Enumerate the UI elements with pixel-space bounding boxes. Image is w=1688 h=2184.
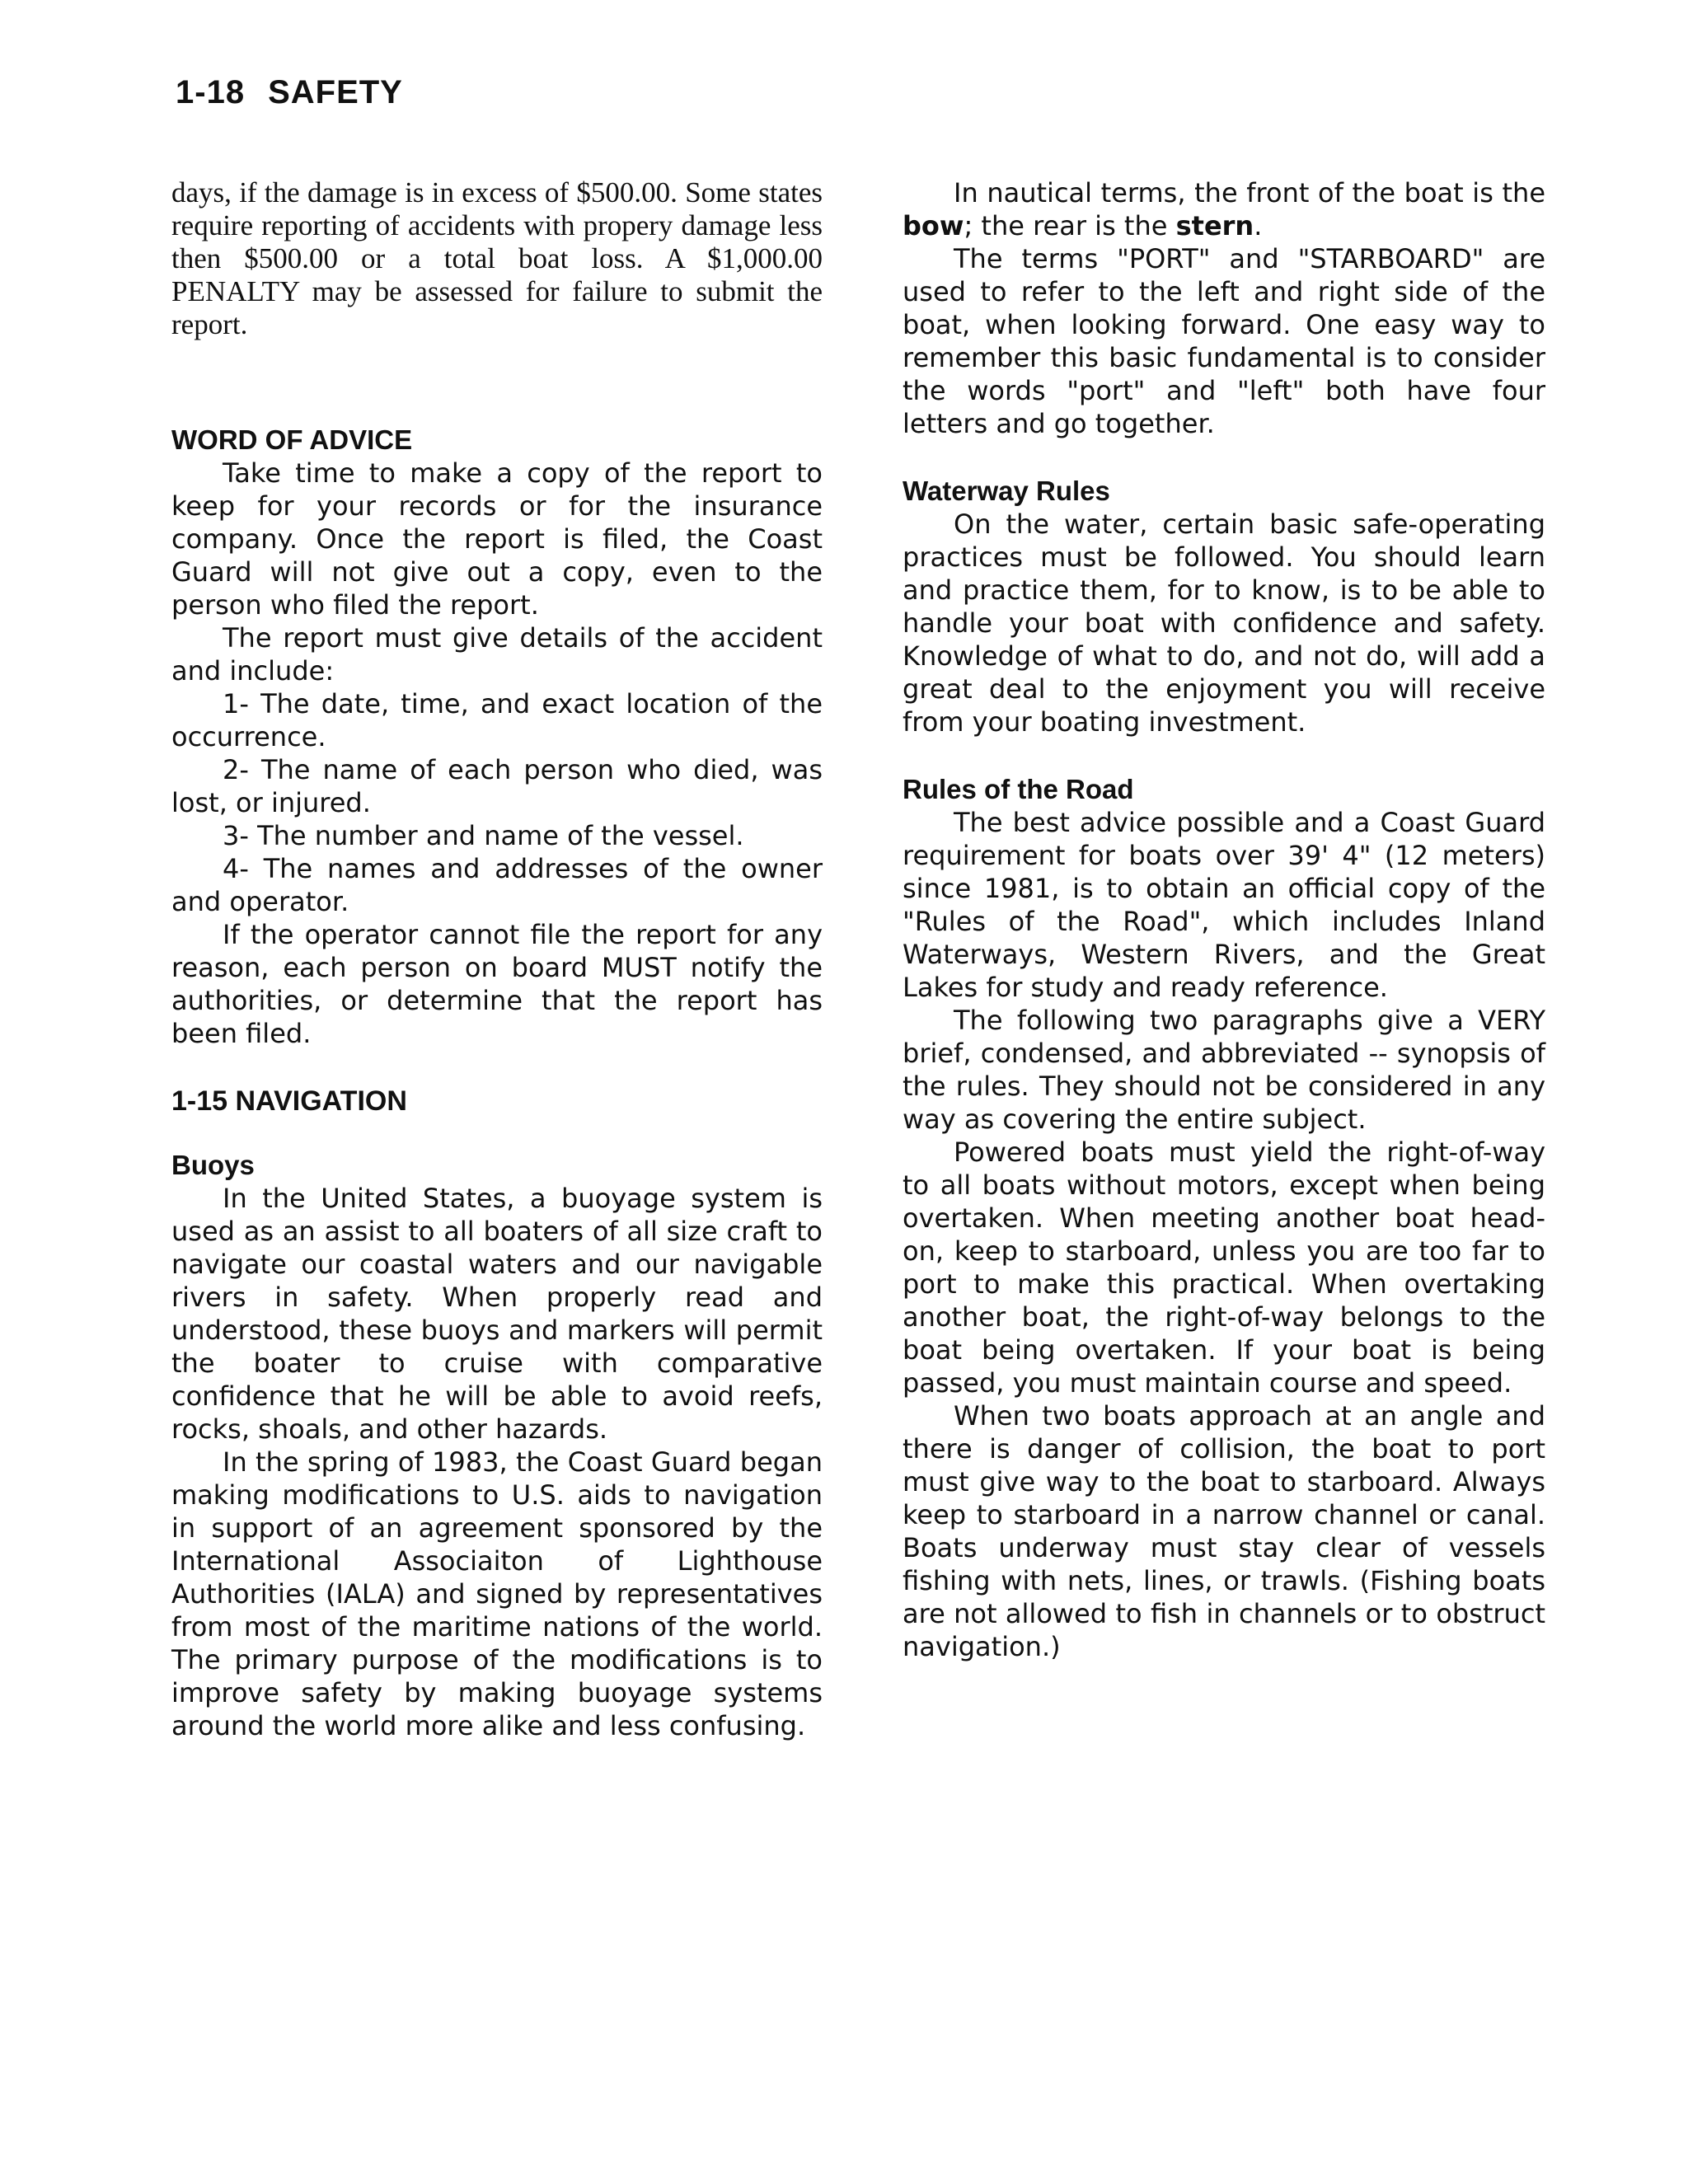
paragraph-operator: If the operator cannot file the report for any reason, each person on board MUST notify the authorities, or determine that the report has been filed. — [171, 919, 823, 1049]
paragraph-waterway: On the water, certain basic safe-operating practices must be followed. You should learn and practice them, for to know, is to be able to handle your boat with confidence and safety. Knowledge of what to do, and not do, will add a great deal to the enjoyment you will receive from your boating investment. — [903, 509, 1545, 738]
list-item: 4- The names and addresses of the owner and operator. — [171, 853, 823, 917]
paragraph-buoys: In the United States, a buoyage system is used as an assist to all boaters of all size craft to navigate our coastal waters and our navigable rivers in safety. When properly read and understood, these buoys and markers will permit the boater to cruise with comparative confidence that he will be able to avoid reefs, rocks, shoals, and other hazards. — [171, 1183, 823, 1445]
paragraph-details: The report must give details of the accident and include: — [171, 622, 823, 687]
word-of-advice-heading: WORD OF ADVICE — [171, 424, 413, 455]
list-item: 2- The name of each person who died, was lost, or injured. — [171, 754, 823, 818]
paragraph-copy: Take time to make a copy of the report to keep for your records or for the insurance company. Once the report is filed, the Coast Guard will not give out a copy, even to the person who filed the report. — [171, 457, 823, 621]
navigation-heading: 1-15 NAVIGATION — [171, 1085, 407, 1117]
section-title: SAFETY — [268, 74, 403, 110]
paragraph-bow-stern: In nautical terms, the front of the boat is the bow; the rear is the stern. — [903, 177, 1545, 241]
paragraph-powered-boats: Powered boats must yield the right-of-way to all boats without motors, except when being overtaken. When meeting another boat head-on, keep to starboard, unless you are too far to port to make this practical. When overtaking another boat, the right-of-way belongs to the boat being overtaken. If your boat is being passed, you must maintain course and speed. — [903, 1137, 1545, 1399]
paragraph-synopsis: The following two paragraphs give a VERY brief, condensed, and abbreviated -- synopsis of the rules. They should not be considered in any way as covering the entire subject. — [903, 1005, 1545, 1135]
buoys-heading: Buoys — [171, 1150, 255, 1180]
page-header — [176, 74, 426, 111]
right-column — [903, 176, 1545, 1663]
list-item: 1- The date, time, and exact location of the occurrence. — [171, 688, 823, 752]
paragraph-rules-of-road: The best advice possible and a Coast Guard requirement for boats over 39' 4" (12 meters) since 1981, is to obtain an official copy of the "Rules of the Road", which includes Inland Waterways, Western Rivers, and the Great Lakes for study and ready reference. — [903, 807, 1545, 1003]
paragraph-angle: When two boats approach at an angle and there is danger of collision, the boat to port must give way to the boat to starboard. Always keep to starboard in a narrow channel or canal. Boats underway must stay clear of vessels fishing with nets, lines, or trawls. (Fishing boats are not allowed to fish in channels or to obstruct navigation.) — [903, 1400, 1545, 1662]
paragraph-port-starboard: The terms "PORT" and "STARBOARD" are used to refer to the left and right side of the boat, when looking forward. One easy way to remember this basic fundamental is to consider the words "port" and "left" both have four letters and go together. — [903, 243, 1545, 439]
left-column — [171, 176, 823, 1742]
page-number: 1-18 — [176, 74, 246, 110]
waterway-rules-heading: Waterway Rules — [903, 476, 1110, 506]
list-item: 3- The number and name of the vessel. — [223, 820, 744, 851]
rules-of-the-road-heading: Rules of the Road — [903, 774, 1134, 804]
paragraph-continuation: days, if the damage is in excess of $500.00. Some states require reporting of accidents with propery damage less then $500.00 or a total boat loss. A $1,000.00 PENALTY may be assessed for failure to submit the report. — [171, 176, 823, 340]
paragraph-1983: In the spring of 1983, the Coast Guard began making modifications to U.S. aids to navigation in support of an agreement sponsored by the International Associaiton of Lighthouse Authorities (IALA) and signed by representatives from most of the maritime nations of the world. The primary purpose of the modifications is to improve safety by making buoyage systems around the world more alike and less confusing. — [171, 1446, 823, 1741]
